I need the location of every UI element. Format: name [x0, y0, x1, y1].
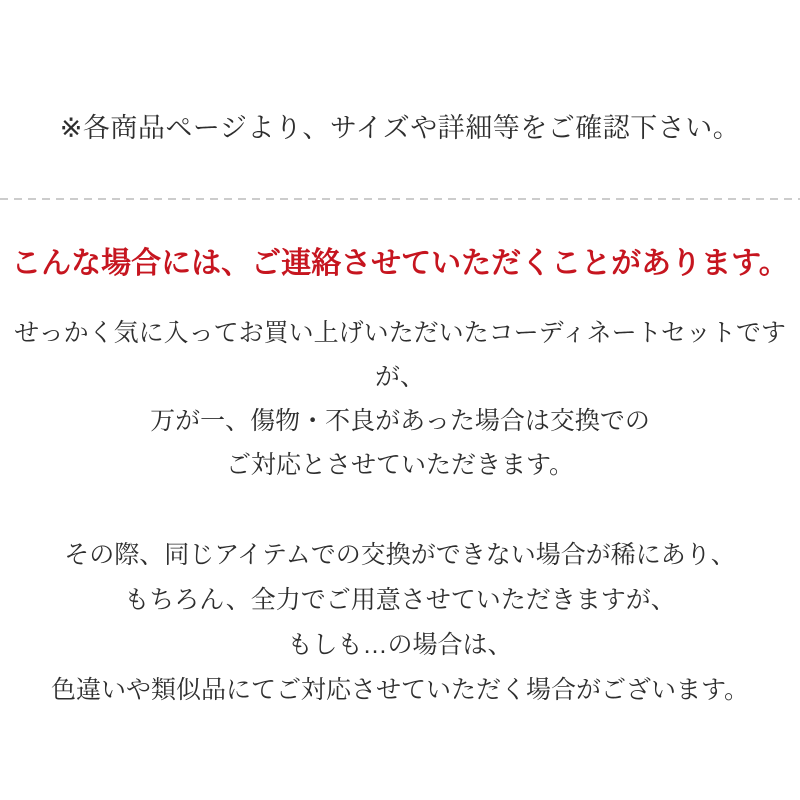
dashed-divider: [0, 198, 800, 200]
exchange-policy-line: 万が一、傷物・不良があった場合は交換での: [150, 407, 650, 435]
exchange-policy-line: せっかく気に入ってお買い上げいただいたコーディネートセットですが、: [14, 319, 786, 391]
substitution-policy-paragraph: [0, 533, 800, 713]
substitution-policy-line: その際、同じアイテムでの交換ができない場合が稀にあり、: [64, 541, 736, 569]
exchange-policy-line: ご対応とさせていただきます。: [225, 451, 574, 479]
contact-notice-heading: こんな場合には、ご連絡させていただくことがあります。: [11, 247, 789, 280]
substitution-policy-line: 色違いや類似品にてご対応させていただく場合がございます。: [50, 676, 749, 704]
size-confirmation-notice: ※各商品ページより、サイズや詳細等をご確認下さい。: [59, 113, 741, 143]
substitution-policy-line: もちろん、全力でご用意させていただきますが、: [124, 586, 676, 614]
exchange-policy-paragraph: [0, 311, 800, 487]
substitution-policy-line: もしも…の場合は、: [287, 631, 513, 659]
